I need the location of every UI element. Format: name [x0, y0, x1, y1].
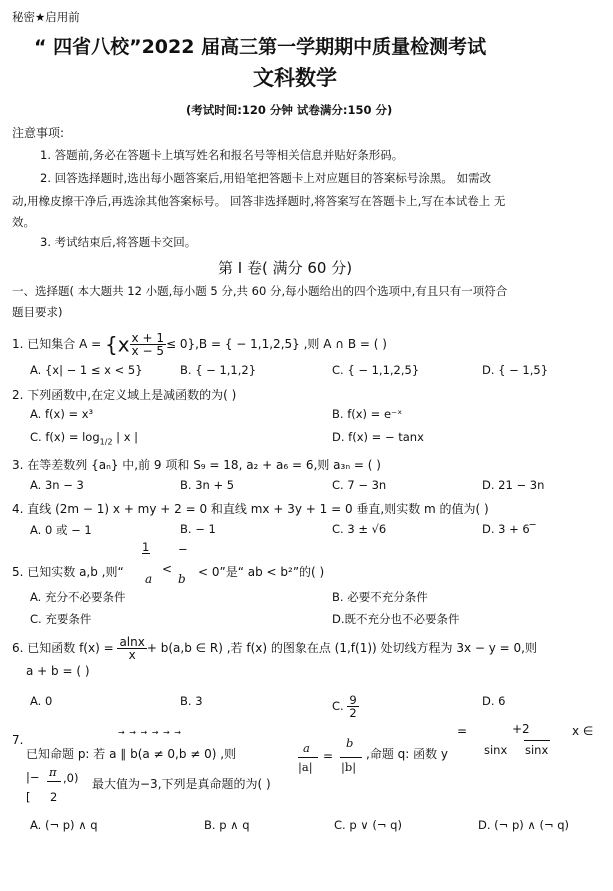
- q1-option-d: D. { − 1,5}: [482, 363, 549, 377]
- q6-stem-a: 6. 已知函数 f(x) =: [12, 641, 118, 655]
- q1-frac-den: x − 5: [131, 344, 164, 358]
- q7-frac2-num: b: [346, 736, 354, 750]
- q7-eq2: =: [457, 724, 468, 738]
- q4-option-c: C. 3 ± √6: [332, 522, 387, 536]
- question-4: 4. 直线 (2m − 1) x + my + 2 = 0 和直线 mx + 3y + 1 = 0 垂直,则实数 m 的值为( ): [12, 502, 489, 516]
- q5-lt: <: [162, 562, 173, 576]
- q7-option-a: A. (¬ p) ∧ q: [30, 818, 98, 832]
- section-intro-line-2: 题目要求): [12, 305, 63, 319]
- question-6: [12, 636, 537, 661]
- q6-option-c-num: 9: [349, 693, 357, 707]
- q2-option-d: D. f(x) = − tanx: [332, 430, 424, 444]
- q6-option-a: A. 0: [30, 694, 53, 708]
- notes-heading: 注意事项:: [12, 126, 65, 140]
- q7-sinx-2: sinx: [525, 743, 549, 757]
- q3-option-b: B. 3n + 5: [180, 478, 235, 492]
- note-2-line-3: 效。: [12, 215, 35, 229]
- note-2-line-2: 动,用橡皮擦干净后,再选涂其他答案标号。 回答非选择题时,将答案写在答题卡上,写在本试卷上 无: [12, 194, 506, 208]
- q6-option-c-fraction: [347, 694, 358, 719]
- q3-option-d: D. 21 − 3n: [482, 478, 545, 492]
- q2-option-b: B. f(x) = e⁻ˣ: [332, 407, 403, 421]
- q4-option-d: D. 3 + 6‾: [482, 522, 536, 536]
- q7-frac1-line: [298, 757, 318, 758]
- q7-pi-line: [47, 781, 61, 782]
- q5-frac-top-1: 1: [142, 540, 150, 554]
- q2-option-c-base: 1/2: [99, 437, 113, 447]
- q7-frac1-den: |a|: [298, 760, 313, 774]
- q7-option-d: D. (¬ p) ∧ (¬ q): [478, 818, 570, 832]
- q2-option-c-tail: | x |: [112, 430, 139, 444]
- section-title: 第 Ⅰ 卷( 满分 60 分): [218, 259, 353, 277]
- q1-set-open: {x: [104, 332, 130, 357]
- question-2: 2. 下列函数中,在定义域上是减函数的为( ): [12, 388, 237, 402]
- q7-range-open: |−: [26, 770, 40, 784]
- q5-stem-a: 5. 已知实数 a,b ,则“: [12, 565, 124, 579]
- q7-option-c: C. p ∨ (¬ q): [334, 818, 402, 832]
- q7-two: 2: [50, 790, 58, 804]
- q6-option-c-label: C.: [332, 699, 344, 713]
- q1-fraction: [130, 332, 166, 357]
- q7-vector-arrows: → → → → → →: [118, 728, 182, 737]
- q5-var-a: a: [145, 572, 153, 586]
- q2-option-c: [30, 430, 138, 446]
- q1-set-close: ≤ 0}: [165, 337, 196, 351]
- q7-frac2-line: [340, 757, 362, 758]
- q4-option-b: B. − 1: [180, 522, 216, 536]
- q6-fraction: [117, 636, 146, 661]
- exam-info: (考试时间:120 分钟 试卷满分:150 分): [186, 103, 393, 117]
- question-1: [12, 332, 387, 357]
- q3-option-a: A. 3n − 3: [30, 478, 84, 492]
- q6-frac-num: alnx: [119, 635, 145, 649]
- q7-range-close: ,0): [63, 771, 79, 785]
- exam-title: “ 四省八校”2022 届高三第一学期期中质量检测考试: [34, 36, 487, 58]
- q3-option-c: C. 7 − 3n: [332, 478, 387, 492]
- q7-x-in: x ∈: [572, 724, 594, 738]
- q7-stem-b: ,命题 q: 函数 y: [366, 747, 449, 761]
- q5-option-a: A. 充分不必要条件: [30, 590, 126, 604]
- q5-option-d: D.既不充分也不必要条件: [332, 612, 460, 626]
- q7-number: 7.: [12, 733, 24, 747]
- q7-frac2-den: |b|: [341, 760, 357, 774]
- q7-pi: π: [49, 765, 57, 779]
- q7-stem-c: 最大值为−3,下列是真命题的为( ): [92, 777, 271, 791]
- q5-option-b: B. 必要不充分条件: [332, 590, 428, 604]
- q2-option-c-main: C. f(x) = log: [30, 430, 100, 444]
- q5-var-b: b: [178, 572, 186, 586]
- q1-stem-b: ,B = { − 1,1,2,5} ,则 A ∩ B = ( ): [195, 337, 387, 351]
- q7-sinx-1: sinx: [484, 743, 508, 757]
- q6-stem-b: + b(a,b ∈ R) ,若 f(x) 的图象在点 (1,f(1)) 处切线方程为 3x − y = 0,则: [146, 641, 537, 655]
- q7-frac1-num: a: [303, 741, 310, 755]
- q6-stem-c: a + b = ( ): [26, 664, 90, 678]
- q7-frac3-line: [524, 740, 550, 741]
- q7-option-b: B. p ∧ q: [204, 818, 250, 832]
- note-2-line-1: 2. 回答选择题时,选出每小题答案后,用铅笔把答题卡上对应题目的答案标号涂黑。 如需改: [40, 171, 492, 185]
- q5-frac-line: [142, 553, 150, 554]
- q5-stem-b: < 0”是“ ab < b²”的( ): [198, 565, 325, 579]
- q6-frac-den: x: [128, 648, 136, 662]
- section-intro-line-1: 一、选择题( 本大题共 12 小题,每小题 5 分,共 60 分,每小题给出的四个选项中,有且只有一项符合: [12, 284, 508, 298]
- q5-frac-top-2: −: [178, 542, 188, 556]
- question-3: 3. 在等差数列 {aₙ} 中,前 9 项和 S₉ = 18, a₂ + a₆ = 6,则 a₃ₙ = ( ): [12, 458, 381, 472]
- q7-stem-a: 已知命题 p: 若 a ∥ b(a ≠ 0,b ≠ 0) ,则: [26, 747, 237, 761]
- q5-option-c: C. 充要条件: [30, 612, 92, 626]
- q7-plus-two: +2: [512, 722, 530, 736]
- q4-option-a: A. 0 或 − 1: [30, 523, 92, 537]
- q7-eq: =: [323, 749, 334, 763]
- note-1: 1. 答题前,务必在答题卡上填写姓名和报名号等相关信息并贴好条形码。: [40, 148, 404, 162]
- note-3: 3. 考试结束后,将答题卡交回。: [40, 235, 197, 249]
- q6-option-c-den: 2: [349, 706, 357, 720]
- q6-option-d: D. 6: [482, 694, 506, 708]
- q1-stem-a: 1. 已知集合 A =: [12, 337, 105, 351]
- q6-option-b: B. 3: [180, 694, 203, 708]
- q6-option-c: [332, 694, 359, 719]
- q1-option-b: B. { − 1,1,2}: [180, 363, 257, 377]
- q1-option-c: C. { − 1,1,2,5}: [332, 363, 420, 377]
- q2-option-a: A. f(x) = x³: [30, 407, 94, 421]
- q1-option-a: A. {x| − 1 ≤ x < 5}: [30, 363, 143, 377]
- exam-subtitle: 文科数学: [253, 66, 337, 90]
- secret-label: 秘密★启用前: [12, 10, 80, 24]
- q1-frac-num: x + 1: [131, 331, 164, 345]
- q7-bracket: [: [26, 790, 31, 804]
